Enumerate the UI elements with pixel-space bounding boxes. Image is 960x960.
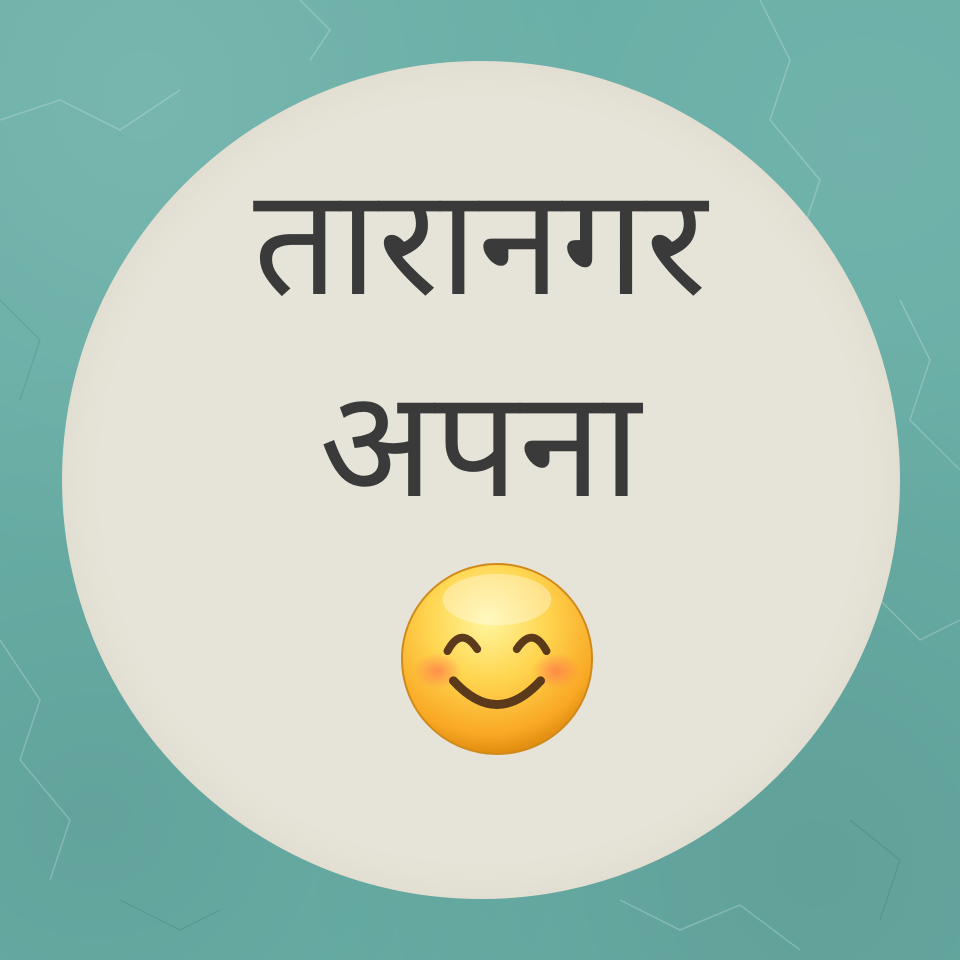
smiling-face-emoji-icon (398, 560, 596, 758)
title-line-1: तारानगर (253, 156, 707, 330)
title-line-2: अपना (319, 358, 641, 532)
